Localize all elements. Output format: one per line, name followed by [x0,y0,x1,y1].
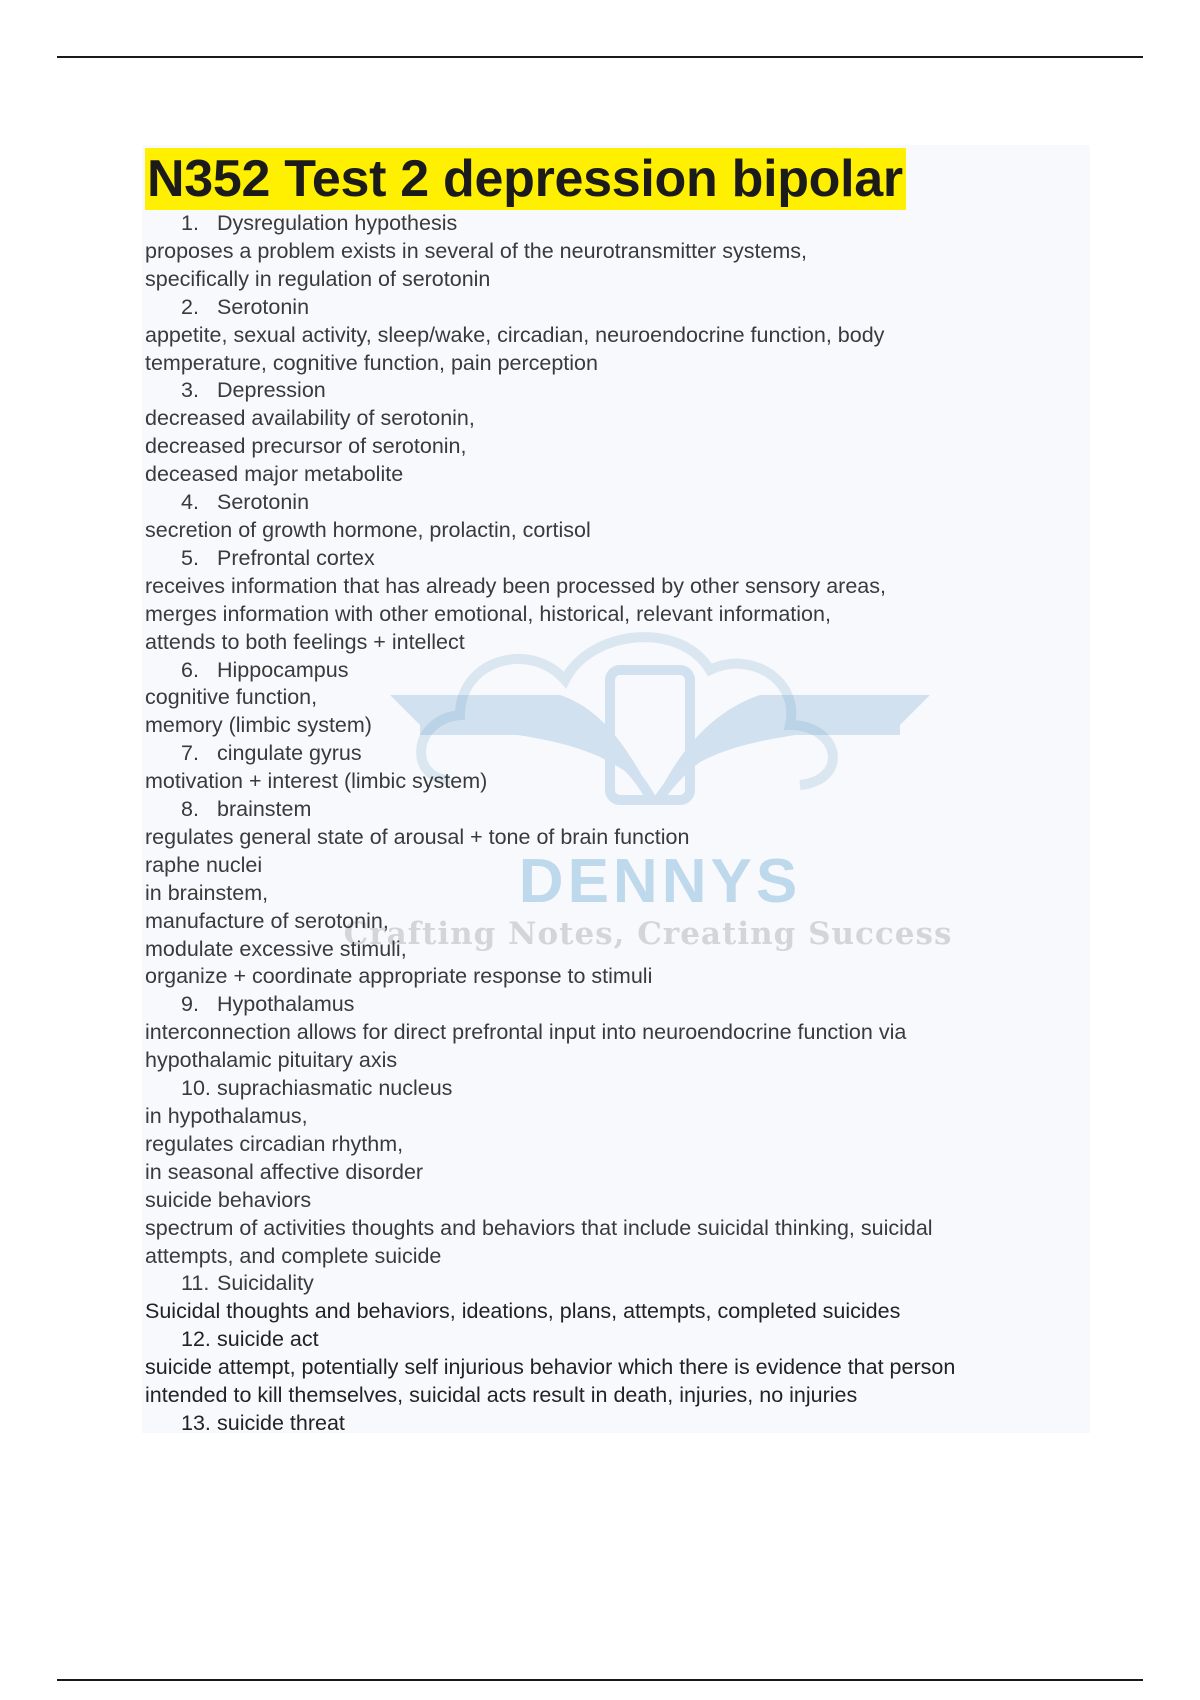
answer-line: suicide behaviors [145,1187,312,1212]
question-term: brainstem [217,797,312,822]
question-number: 5. [181,545,199,570]
answer-line: decreased availability of serotonin, [145,406,475,431]
answer-line: regulates general state of arousal + tone of brain function [145,824,690,849]
document-content [145,148,1085,1438]
question-term: suicide act [217,1327,319,1352]
answer-line: in brainstem, [145,880,269,905]
question-number: 2. [181,294,199,319]
question-item [145,377,1085,405]
answer-line: Suicidal thoughts and behaviors, ideations, plans, attempts, completed suicides [145,1299,901,1324]
question-item [145,1326,1085,1354]
answer-line: hypothalamic pituitary axis [145,1048,398,1073]
answer-line: appetite, sexual activity, sleep/wake, circadian, neuroendocrine function, body [145,322,885,347]
question-item [145,489,1085,517]
answer-line: receives information that has already been processed by other sensory areas, [145,573,886,598]
question-number: 8. [181,797,199,822]
question-number: 7. [181,741,199,766]
question-item [145,796,1085,824]
question-term: Suicidality [217,1271,314,1296]
question-number: 9. [181,992,199,1017]
bottom-rule [57,1679,1143,1681]
answer-line: in seasonal affective disorder [145,1159,424,1184]
question-number: 11. [181,1271,210,1296]
question-number: 10. [181,1076,211,1101]
question-item [145,1410,1085,1438]
question-number: 13. [181,1410,211,1435]
answer-line: organize + coordinate appropriate response to stimuli [145,964,653,989]
answer-line: decreased precursor of serotonin, [145,434,467,459]
answer-line: motivation + interest (limbic system) [145,769,488,794]
answer-line: specifically in regulation of serotonin [145,266,491,291]
question-term: Hippocampus [217,657,349,682]
answer-line: cognitive function, [145,685,318,710]
question-term: Prefrontal cortex [217,545,375,570]
document-title: N352 Test 2 depression bipolar [145,148,906,210]
answer-line: raphe nuclei [145,852,263,877]
question-item [145,657,1085,685]
answer-line: spectrum of activities thoughts and behaviors that include suicidal thinking, suicidal [145,1215,933,1240]
question-term: Hypothalamus [217,992,355,1017]
answer-line: interconnection allows for direct prefrontal input into neuroendocrine function via [145,1020,907,1045]
answer-line: memory (limbic system) [145,713,372,738]
answer-line: secretion of growth hormone, prolactin, cortisol [145,517,591,542]
question-item [145,210,1085,238]
answer-line: temperature, cognitive function, pain perception [145,350,598,375]
question-number: 12. [181,1327,211,1352]
answer-line: intended to kill themselves, suicidal acts result in death, injuries, no injuries [145,1383,858,1408]
watermark-tagline: Crafting Notes, Creating Success [343,916,953,952]
question-item [145,545,1085,573]
question-number: 4. [181,490,199,515]
question-term: Serotonin [217,294,310,319]
answer-line: manufacture of serotonin, [145,908,389,933]
question-item [145,991,1085,1019]
question-term: Serotonin [217,490,310,515]
question-number: 3. [181,378,199,403]
question-term: suprachiasmatic nucleus [217,1076,453,1101]
notes-list [145,210,1085,1438]
question-number: 6. [181,657,199,682]
answer-line: suicide attempt, potentially self injurious behavior which there is evidence that person [145,1355,956,1380]
question-term: Depression [217,378,326,403]
question-item [145,1270,1085,1298]
answer-line: deceased major metabolite [145,462,404,487]
question-item [145,740,1085,768]
question-number: 1. [181,211,199,235]
answer-line: proposes a problem exists in several of the neurotransmitter systems, [145,238,808,263]
answer-line: attempts, and complete suicide [145,1243,442,1268]
answer-line: merges information with other emotional, historical, relevant information, [145,601,831,626]
question-term: Dysregulation hypothesis [217,211,458,235]
answer-line: modulate excessive stimuli, [145,936,407,961]
answer-line: attends to both feelings + intellect [145,629,465,654]
question-item [145,294,1085,322]
question-term: cingulate gyrus [217,741,362,766]
question-item [145,1075,1085,1103]
top-rule [57,56,1143,58]
watermark-brand: DENNYS [518,847,802,916]
answer-line: in hypothalamus, [145,1104,308,1128]
answer-line: regulates circadian rhythm, [145,1131,404,1156]
question-term: suicide threat [217,1410,345,1435]
